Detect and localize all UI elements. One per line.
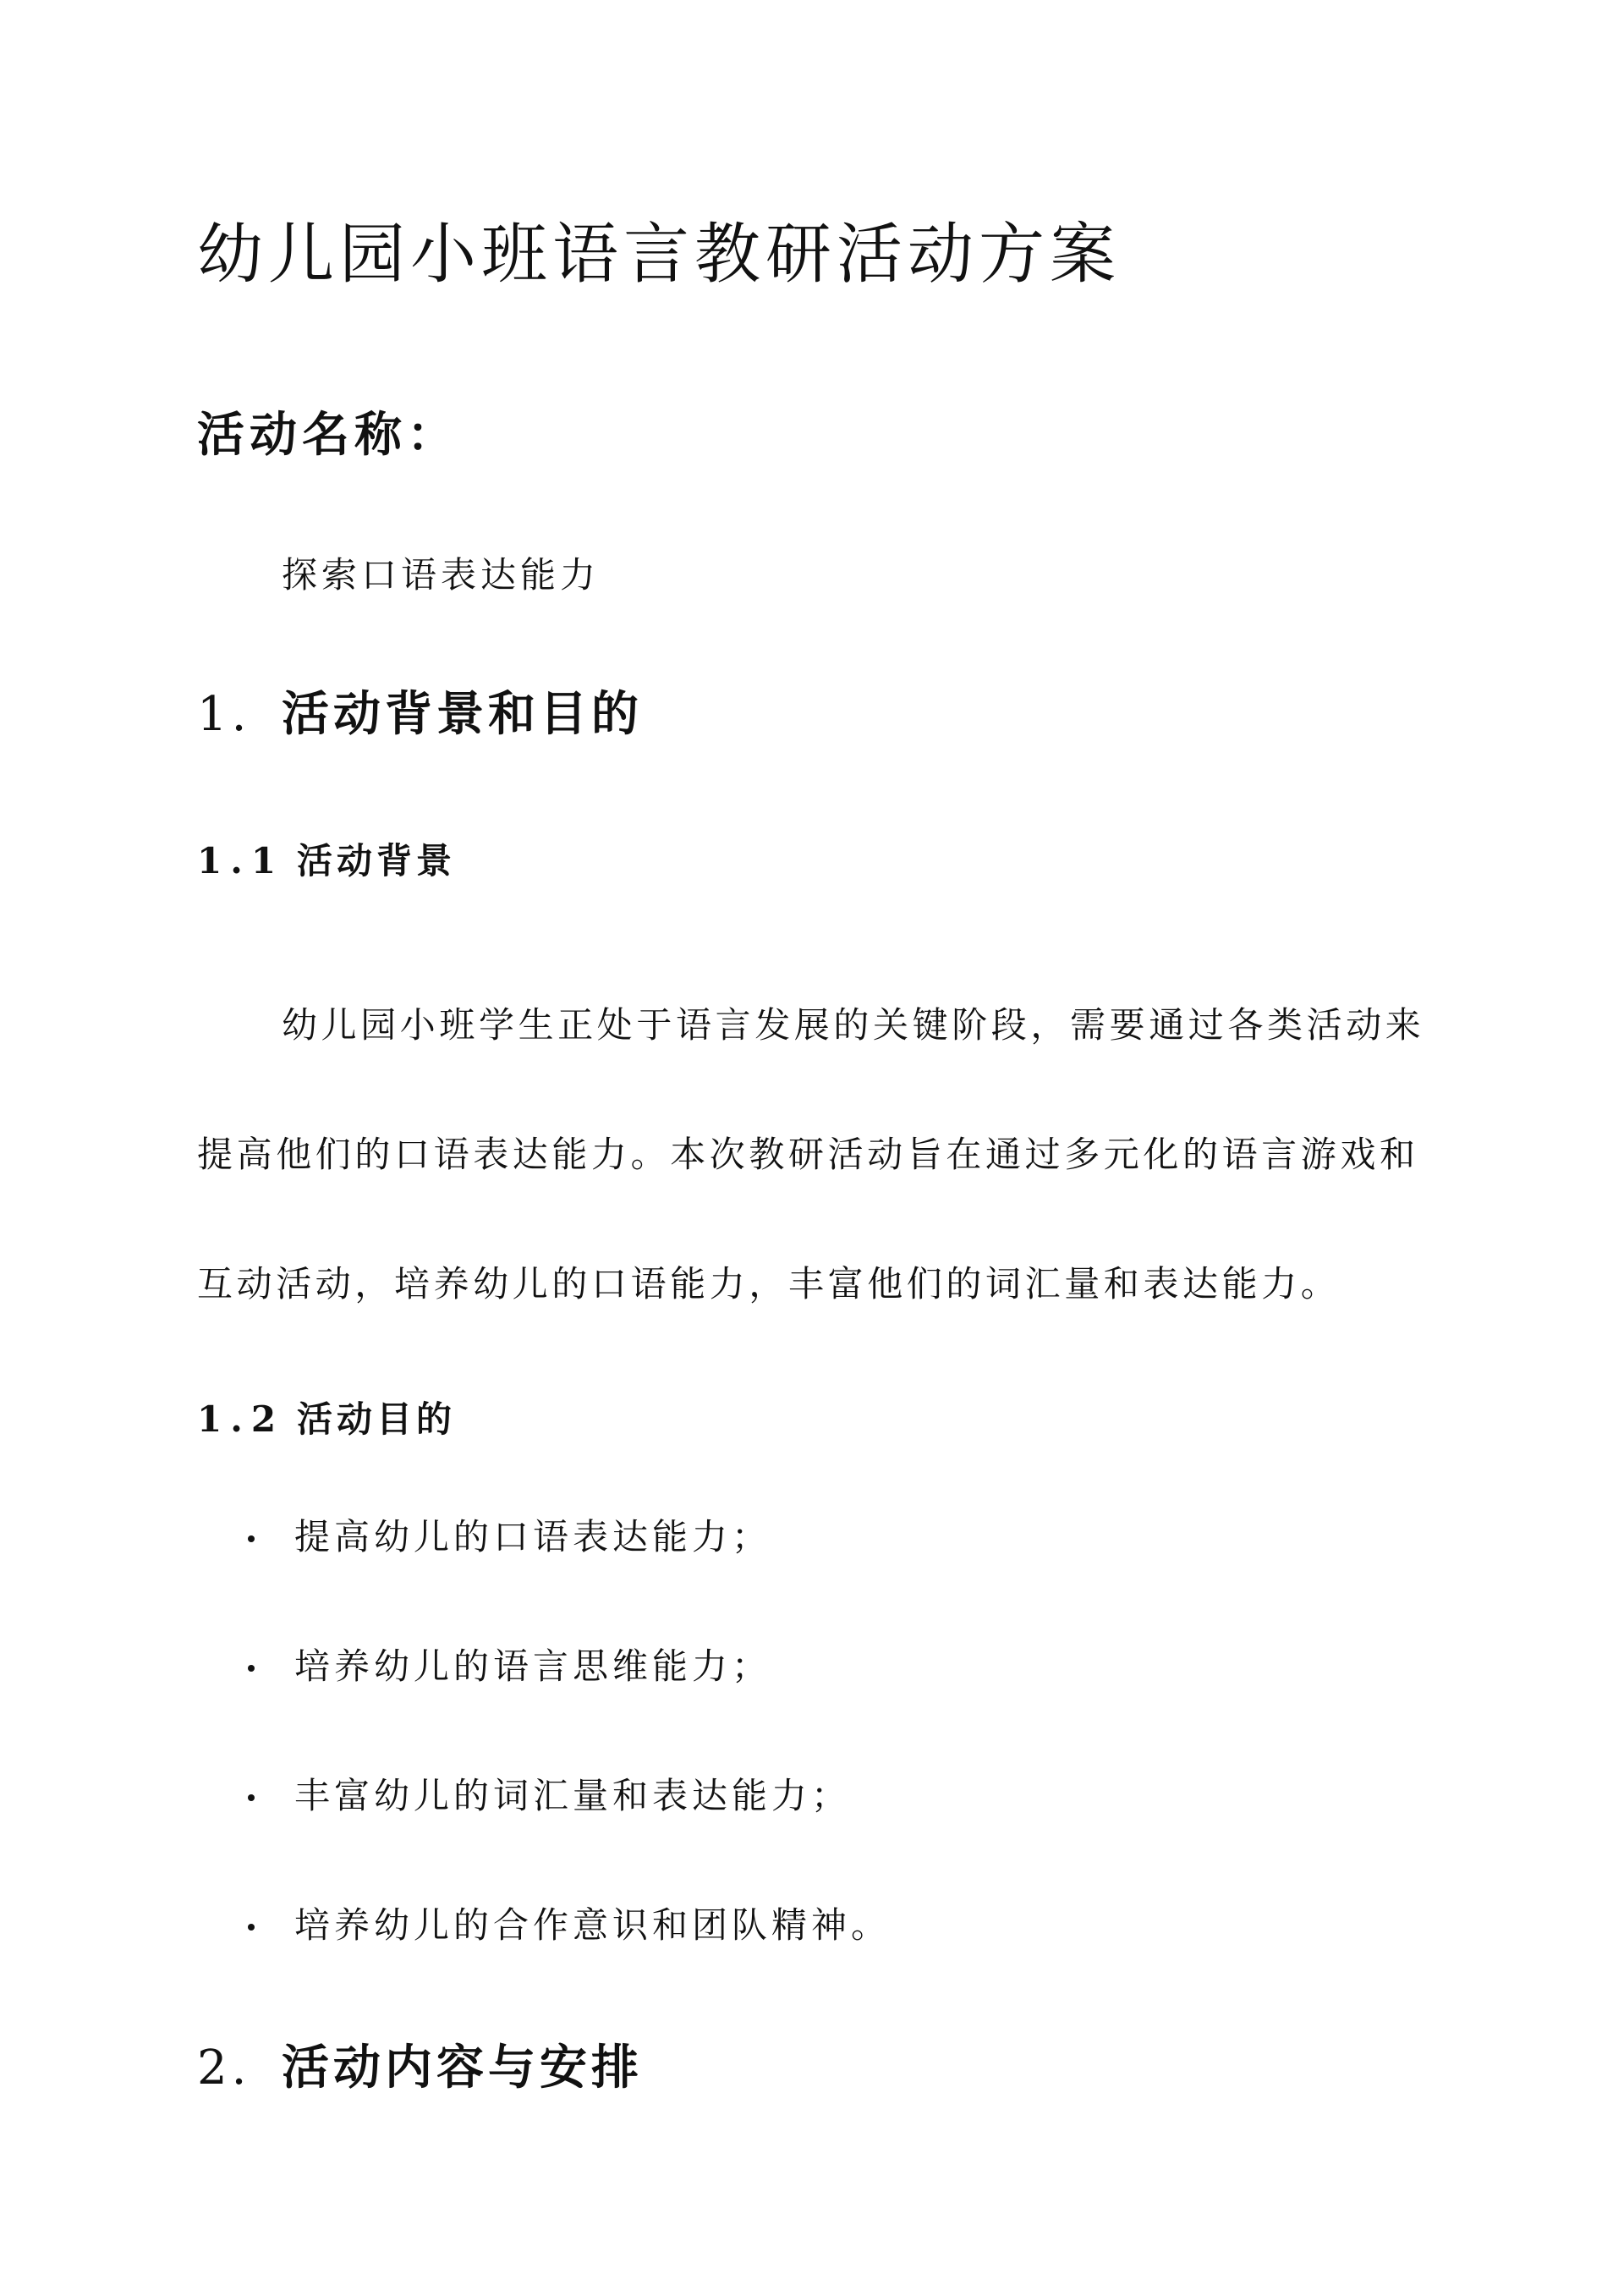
subsection-1-2-heading: [197, 1392, 456, 1442]
list-item-text: 提高幼儿的口语表达能力；: [294, 1516, 772, 1557]
subsection-1-1-title: 活动背景: [297, 840, 457, 882]
section-2-number: 2.: [197, 2041, 251, 2096]
subsection-1-2-number: 1.2: [197, 1398, 285, 1440]
list-item-text: 丰富幼儿的词汇量和表达能力；: [294, 1775, 852, 1816]
list-item-text: 培养幼儿的语言思维能力；: [294, 1645, 772, 1687]
document-title: 幼儿园小班语言教研活动方案: [197, 217, 1122, 293]
section-1-heading: [197, 677, 643, 744]
section-1-title: 活动背景和目的: [282, 686, 643, 742]
list-item-text: 培养幼儿的合作意识和团队精神。: [294, 1904, 892, 1946]
background-paragraph: 幼儿园小班学生正处于语言发展的关键阶段，需要通过各类活动来提高他们的口语表达能力。本次教研活动旨在通过多元化的语言游戏和互动活动，培养幼儿的口语能力，丰富他们的词汇量和表达能力。: [197, 1004, 1425, 1305]
subsection-1-1-heading: [197, 833, 456, 884]
bullet-icon: [248, 1535, 255, 1542]
bullet-icon: [248, 1924, 255, 1931]
subsection-1-2-title: 活动目的: [297, 1398, 457, 1440]
activity-name-label: 活动名称：: [197, 407, 459, 463]
section-1-number: 1.: [197, 687, 251, 742]
bullet-icon: [248, 1794, 255, 1801]
section-2-heading: [197, 2030, 643, 2098]
activity-name-value: 探索口语表达能力: [282, 554, 601, 596]
subsection-1-1-number: 1.1: [197, 840, 285, 882]
section-2-title: 活动内容与安排: [282, 2040, 643, 2096]
bullet-icon: [248, 1665, 255, 1672]
